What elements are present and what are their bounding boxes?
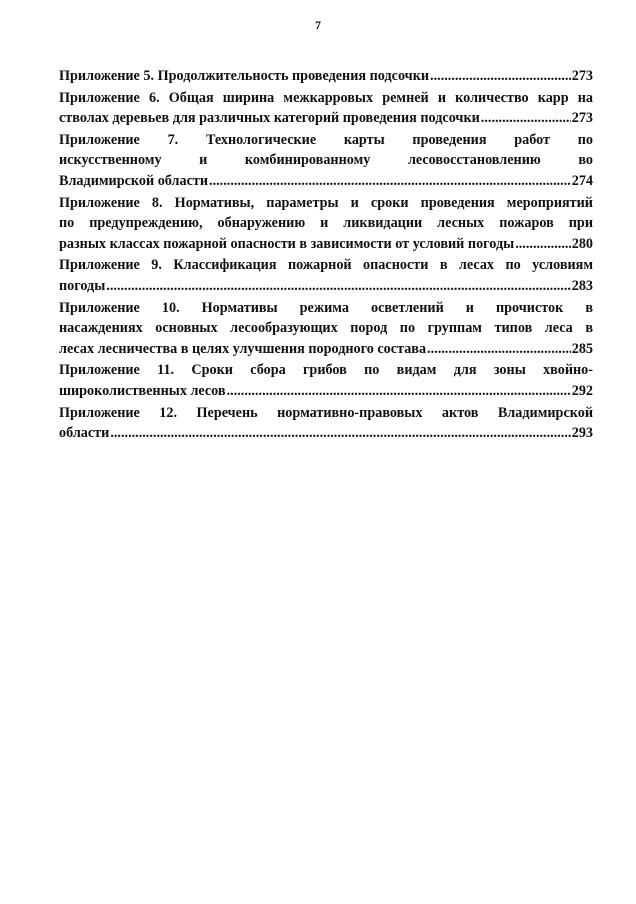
toc-entry-page: 283 [571, 277, 593, 294]
toc-entry-line [59, 88, 593, 109]
toc-entry-line [59, 66, 593, 87]
toc-entry-title: Приложение 10. Нормативы режима осветлений и прочисток в [59, 299, 593, 316]
toc-entry-title: области [59, 425, 110, 442]
toc-entry[interactable] [59, 193, 593, 255]
toc-entry-page: 280 [571, 235, 593, 252]
dot-leader [106, 276, 570, 297]
toc-entry-title: искусственному и комбинированному лесовосстановлению во [59, 152, 593, 169]
dot-leader [515, 234, 571, 255]
toc-entry-title: Приложение 6. Общая ширина межкарровых ремней и количество карр на [59, 89, 593, 106]
toc-entry-title: Приложение 7. Технологические карты проведения работ по [59, 131, 593, 148]
toc-entry-line [59, 171, 593, 192]
toc-entry-title: Приложение 9. Классификация пожарной опасности в лесах по условиям [59, 257, 593, 274]
toc-entry[interactable] [59, 403, 593, 444]
toc-entry-title: лесах лесничества в целях улучшения породного состава [59, 340, 427, 357]
toc-entry-line [59, 276, 593, 297]
toc-entry[interactable] [59, 66, 593, 87]
dot-leader [481, 108, 571, 129]
page-number: 7 [315, 18, 321, 32]
toc-entry[interactable] [59, 255, 593, 296]
toc-entry-title: погоды [59, 277, 106, 294]
toc-entry-line [59, 193, 593, 214]
toc-entry-title: по предупреждению, обнаружению и ликвидации лесных пожаров при [59, 215, 593, 232]
toc-entry-page: 292 [571, 382, 593, 399]
toc-entry-line [59, 150, 593, 171]
toc-entry-page: 274 [571, 172, 593, 189]
toc-entry-page: 285 [571, 340, 593, 357]
toc-entry-page: 273 [571, 68, 593, 84]
toc-entry-title: насаждениях основных лесообразующих пород по группам типов леса в [59, 320, 593, 337]
toc-entry-title: Приложение 5. Продолжительность проведения подсочки [59, 68, 430, 84]
toc-entry-line [59, 318, 593, 339]
toc-entry-title: Приложение 8. Нормативы, параметры и сроки проведения мероприятий [59, 194, 593, 211]
toc-entry-title: разных классах пожарной опасности в зависимости от условий погоды [59, 235, 515, 252]
toc-entry[interactable] [59, 130, 593, 192]
toc-entry-title: широколиственных лесов [59, 382, 226, 399]
toc-entry-line [59, 234, 593, 255]
toc-entry-line [59, 213, 593, 234]
dot-leader [427, 339, 571, 360]
toc-entry-line [59, 423, 593, 444]
toc-entry-line [59, 381, 593, 402]
toc-entry-title: Владимирской области [59, 172, 209, 189]
toc-entry-line [59, 360, 593, 381]
table-of-contents [59, 66, 593, 445]
dot-leader [110, 423, 570, 444]
toc-entry[interactable] [59, 360, 593, 401]
toc-entry-line [59, 339, 593, 360]
toc-entry[interactable] [59, 88, 593, 129]
toc-entry-title: Приложение 12. Перечень нормативно-правовых актов Владимирской [59, 404, 593, 421]
toc-entry-line [59, 403, 593, 424]
dot-leader [209, 171, 571, 192]
toc-entry[interactable] [59, 298, 593, 360]
dot-leader [430, 66, 571, 87]
toc-entry-line [59, 255, 593, 276]
toc-entry-page: 273 [571, 110, 593, 127]
toc-entry-line [59, 298, 593, 319]
dot-leader [227, 381, 571, 402]
toc-entry-title: Приложение 11. Сроки сбора грибов по видам для зоны хвойно- [59, 362, 593, 379]
toc-entry-page: 293 [571, 425, 593, 442]
toc-entry-line [59, 108, 593, 129]
toc-entry-line [59, 130, 593, 151]
toc-entry-title: стволах деревьев для различных категорий проведения подсочки [59, 110, 480, 127]
